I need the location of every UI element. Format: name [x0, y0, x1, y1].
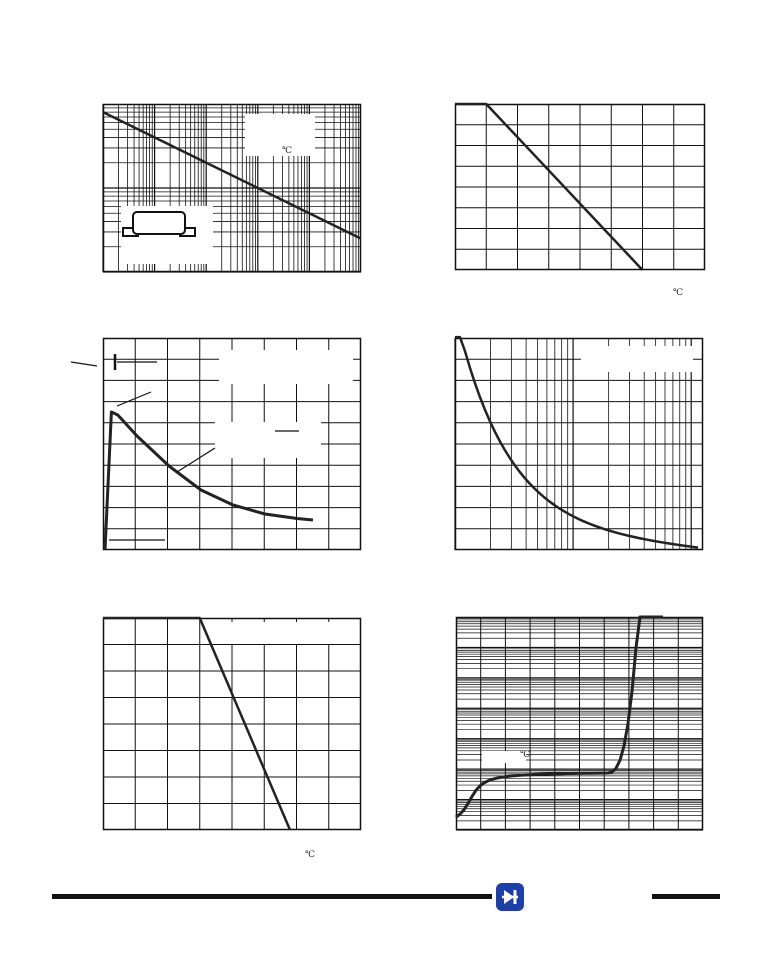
diode-logo-icon: [496, 883, 524, 911]
chart-4-label-box: [581, 346, 693, 372]
chart-2: [455, 104, 705, 270]
chart-5: [103, 618, 361, 830]
smd-package-icon: [133, 212, 185, 234]
footer-rule-right: [652, 894, 720, 899]
footer-rule-left: [52, 894, 492, 899]
chart-1-legend-unit: ℃: [282, 146, 293, 156]
chart-1-legend-box: [245, 114, 315, 156]
chart-1: [103, 104, 361, 272]
chart-5-svg: [103, 618, 361, 830]
chart-5-x-unit: ℃: [305, 850, 316, 860]
chart-6: [456, 617, 703, 830]
chart-3-svg: [103, 338, 361, 550]
chart-5-label-box: [231, 622, 355, 644]
chart-6-svg: [456, 617, 703, 830]
chart-2-svg: [455, 104, 705, 270]
chart-4: [455, 338, 703, 550]
chart-3-peak-arrow: [117, 392, 151, 406]
chart-3-decay-arrow: [177, 448, 215, 472]
chart-2-x-unit: ℃: [673, 288, 684, 298]
chart-3-label-box-2: [215, 422, 321, 458]
chart-3-label-box: [219, 350, 353, 384]
chart-6-legend-unit: ℃: [520, 750, 531, 760]
chart-4-svg: [455, 338, 703, 550]
chart-3: [103, 338, 361, 550]
chart-1-svg: [103, 104, 361, 272]
chart-3-arrow-out: [71, 362, 97, 366]
